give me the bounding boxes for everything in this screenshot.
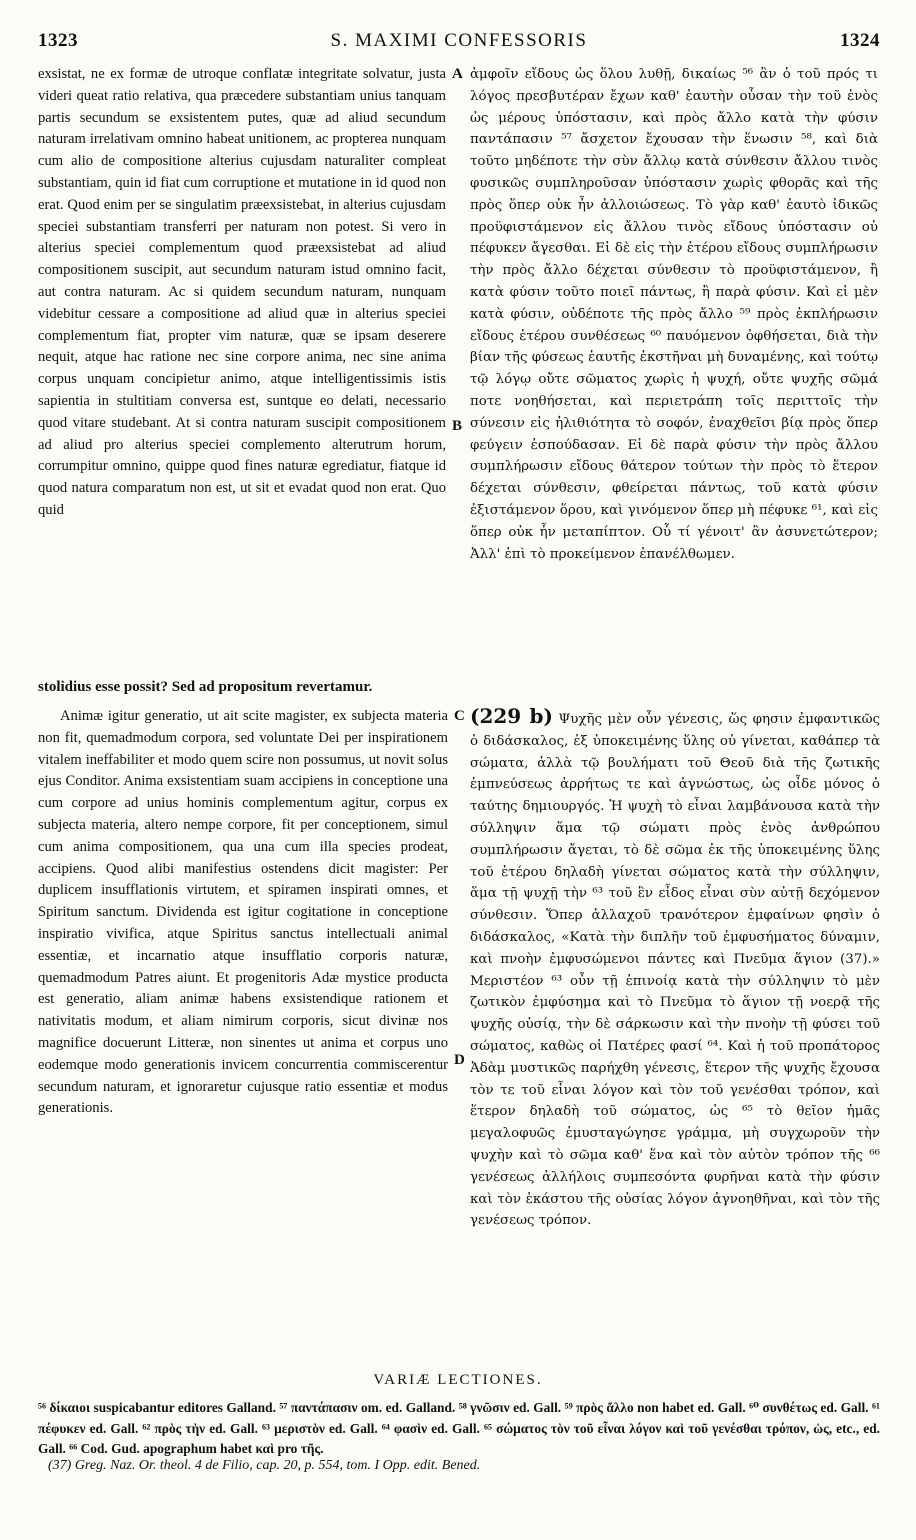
variae-lectiones-title: VARIÆ LECTIONES. bbox=[373, 1372, 543, 1388]
running-header bbox=[38, 30, 880, 60]
greek-column-top: ἀμφοῖν εἴδους ὡς ὅλου λυθῇ, δικαίως ⁵⁶ ἂν ὁ τοῦ πρός τι λόγος πρεσβυτέραν ἔχων καθ' ἑαυτὴν οὖσαν τὴν τοῦ ἑνὸς ὡς μέρους ὑπόστασιν, καὶ πρὸς ἄλλο κατὰ τὴν φύσιν παντάπασιν ⁵⁷ ἄσχετον ἔχουσαν τὴν ἕνωσιν ⁵⁸, καὶ διὰ τοῦτο μηδέποτε τὴν σὺν ἄλλῳ κατὰ σύνθεσιν ἄλλου τινὸς φυσικῶς συμπληροῦσαν ὑπόστασιν χωρὶς φθορᾶς καὶ τῆς πρὸς ὅπερ οὐκ ἦν ἀλλοιώσεως. Τὸ γὰρ καθ' ἑαυτὸ ἰδικῶς προϋφιστάμενον εἰς ἄλλου τινὸς εἴδους ὑπόστασιν οὐ πέφυκεν ἄγεσθαι. Εἰ δὲ εἰς τὴν ἑτέρου εἴδους συμπλήρωσιν τὴν πρὸς ἄλλο δέχεται σύνθεσιν τὸ προϋφιστάμενον, ἢ κατὰ φύσιν τοῦτο ποιεῖ πάντως, ἢ παρὰ φύσιν. Καὶ εἰ μὲν κατὰ φύσιν, οὐδέποτε τῆς πρὸς ἄλλο ⁵⁹ πρὸς ἐκπλήρωσιν εἴδους ἑτέρου συνθέσεως ⁶⁰ παυόμενον ὀφθήσεται, διὰ τὴν βίαν τῆς φύσεως ἑαυτῆς ἐκστῆναι μὴ δυναμένης, καὶ τούτῳ τῷ λόγῳ οὔτε σῶματος χωρὶς ἡ ψυχή, οὔτε ψυχῆς σῶμά ποτε νοηθήσεται, καὶ περιετράπη τοῖς περιττοῖς τὴν σύνεσιν εἰς ἠλιθιότητα τὸ σοφόν, ἐναχθεῖσι βίᾳ πρὸς ὅπερ φεύγειν ἐσπούδασαν. Εἰ δὲ παρὰ φύσιν τὴν πρὸς ἄλλου συμπλήρωσιν εἴδους θάτερον τούτων τὴν πρὸς τὸ ἕτερον δέχεται σύνθεσιν, φθείρεται πάντως, τοῦ κατὰ φύσιν ἐξιστάμενον ὅρου, καὶ γινόμενον ὅπερ μὴ πέφυκε ⁶¹, καὶ εἰς ὅπερ οὐκ ἦν μεταπίπτον. Οὗ τί γένοιτ' ἂν ἀσυνετώτερον; Ἀλλ' ἐπὶ τὸ προκείμενον ἐπανέλθωμεν. bbox=[470, 67, 878, 562]
column-number: (229 b) bbox=[470, 706, 553, 728]
latin-column-bottom: Animæ igitur generatio, ut ait scite magister, ex subjecta materia non fit, quemadmodum corpora, sed voluntate Dei per inspirationem vitalem ineffabiliter et modo quem scire non possumus, ut novit solus ejus Conditor. Anima exsistentiam suam accipiens in conceptione una cum corpore ad unius hominis complementum agitur, corpus ex subjecta materia, altero nempe corpore, fit per conceptionem, simul cum anima compositionem, qua una cum illa species prodeat, accipiens. Quod alibi manifestius ostendens dicit magister: Per duplicem insufflationis virtutem, et spiramen inspirati omnes, et Spiritum sanctum. Dividenda est igitur cogitatione in conceptione inspiratio vivifica, atque Spiritus sanctus intellectuali animal essentiæ, et incarnatio atque insufflatio corporis naturæ, quemadmodum Patres aiunt. Et progenitoris Adæ mystice producta est generatio, aliam animæ habens exsistendique rationem et nativitatis modum, et aliam nimirum corporis, sicut divinæ nos magnifice docuerunt Litteræ, non sinentes ut anima et corpus uno eodemque modo generationis invicem concurrentia commiscerentur secundum naturam, et ignoraretur cujusque ratio essentiæ et modus generationis. bbox=[38, 708, 448, 1117]
margin-mark-c: C bbox=[454, 708, 465, 724]
greek-column-bottom bbox=[470, 706, 880, 1346]
footnote: (37) Greg. Naz. Or. theol. 4 de Filio, cap. 20, p. 554, tom. I Opp. edit. Bened. bbox=[48, 1458, 481, 1473]
running-title: S. MAXIMI CONFESSORIS bbox=[330, 30, 588, 51]
page-number-left: 1323 bbox=[38, 30, 78, 51]
full-width-line: stolidius esse possit? Sed ad propositum revertamur. bbox=[38, 679, 373, 695]
page-number-right: 1324 bbox=[840, 30, 880, 51]
greek-paragraph: Ψυχῆς μὲν οὖν γένεσις, ὥς φησιν ἐμφαντικῶς ὁ διδάσκαλος, ἐξ ὑποκειμένης ὕλης οὐ γίνεται, καθάπερ τὰ σώματα, ἀλλὰ τῷ βουλήματι τοῦ Θεοῦ διὰ τῆς ζωτικῆς ἐμπνεύσεως ἀρρήτως τε καὶ ἀγνώστως, ὡς οἶδε μόνος ὁ ταύτης δημιουργός. Ἡ ψυχὴ τὸ εἶναι λαμβάνουσα κατὰ τὴν σύλληψιν ἅμα τῷ σώματι πρὸς ἑνὸς ἀνθρώπου συμπλήρωσιν ἄγεται, τὸ δὲ σῶμα ἐκ τῆς ὑποκειμένης ὕλης τοῦ ἑτέρου δηλαδὴ γίνεται σώματος κατὰ τὴν σύλληψιν, ἅμα τῇ ψυχῇ τὴν ⁶³ τοῦ ἓν εἶδος εἶναι σὺν αὐτῇ δεχόμενον σύνθεσιν. Ὅπερ ἀλλαχοῦ τρανότερον ἐμφαίνων φησὶν ὁ διδάσκαλος, «Κατὰ τὴν διπλῆν τοῦ ἐμφυσήματος δύναμιν, καὶ πνοὴν ἐμφυσώμενοι πάντες καὶ Πνεῦμα ἅγιον (37).» Μεριστέον ⁶³ οὖν τῇ ἐπινοίᾳ κατὰ τὴν σύλληψιν τὸ μὲν ζωτικὸν ἐμφύσημα καὶ τὸ Πνεῦμα τὸ ἅγιον τῇ νοερᾷ τῆς ψυχῆς οὐσίᾳ, τὴν δὲ σάρκωσιν καὶ τὴν πνοὴν τῇ φύσει τοῦ σώματος, καθὼς οἱ Πατέρες φασί ⁶⁴. Καὶ ἡ τοῦ προπάτορος Ἀδὰμ μυστικῶς παρήχθη γένεσις, ἕτερον τῆς ψυχῆς ἔχουσα τὸν τε τοῦ εἶναι λόγον καὶ τὸν τοῦ γενέσθαι τρόπον, καὶ ἕτερον δηλαδὴ τοῦ σώματος, ὡς ⁶⁵ τὸ θεῖον ἡμᾶς μεγαλοφυῶς ἐμυσταγώγησε γράμμα, μὴ συγχωροῦν τὴν ψυχὴν καὶ τὸ σῶμα καθ' ἕνα καὶ τὸν αὐτὸν τρόπον τῆς ⁶⁶ γενέσεως ἀλλήλοις συμπεσόντα φυρῆναι κατὰ τὴν φύσιν καὶ τὸν ἑκάστου τῆς οὐσίας λόγον ἀγνοηθῆναι, καὶ τὸν τῆς γενέσεως τρόπον. bbox=[470, 712, 880, 1229]
margin-mark-b: B bbox=[452, 418, 463, 434]
margin-mark-d: D bbox=[454, 1052, 465, 1068]
latin-column-top: exsistat, ne ex formæ de utroque conflatæ integritate solvatur, justa videri queat ratio relativa, qua præcedere substantiam unius tanquam partis secundum se exsistentem putes, quæ ad aliud secundum naturam irrelativam omnino habeat unitionem, ac propterea nunquam cum alio de compositione alterius cujusdam naturaliter compleat substantiam, quin id fiat cum corruptione et mutatione in id quod non erat. Quod enim per se singulatim præexsistebat, in alterius cujusdam speciei substantiam transferri per naturam non potest. Si vero in alterius speciei complementum quod præexsistebat ad aliud compositionem suscipit, aut secundum naturam istud omnino facit, aut contra naturam. Ac si quidem secundum naturam, nunquam videbitur cessare a compositione ad aliud quæ in alterius speciei complementum fiat, propter vim naturæ, quæ se ipsam deserere nequit, atque hac ratione nec sine corpore anima, nec sine anima corpus unquam concipietur animo, atque intelligentissimis istis sapientia in stultitiam conversa est, suntque eo delati, necessario quod vitare studebant. At si contra naturam suscipit compositionem ad aliud pro alterius speciei complemento alterutrum horum, corrumpitur omnino, quippe quod fines naturæ egrediatur, fiatque id quod natura comparatum non est, ut sit et evadat quod non erat. Quo quid bbox=[38, 66, 446, 518]
margin-mark-a: A bbox=[452, 66, 463, 82]
variae-lectiones-text: ⁵⁶ δίκαιοι suspicabantur editores Galland. ⁵⁷ παντάπασιν om. ed. Galland. ⁵⁸ γνῶσιν ed. Gall. ⁵⁹ πρὸς ἄλλο non habet ed. Gall. ⁶⁰ συνθέτως ed. Gall. ⁶¹ πέφυκεν ed. Gall. ⁶² πρὸς τὴν ed. Gall. ⁶³ μεριστὸν ed. Gall. ⁶⁴ φασὶν ed. Gall. ⁶⁵ σώματος τὸν τοῦ εἶναι λόγον καὶ τοῦ γενέσθαι τρόπον, ὡς, etc., ed. Gall. ⁶⁶ Cod. Gud. apographum habet καὶ pro τῆς. bbox=[38, 1400, 880, 1456]
